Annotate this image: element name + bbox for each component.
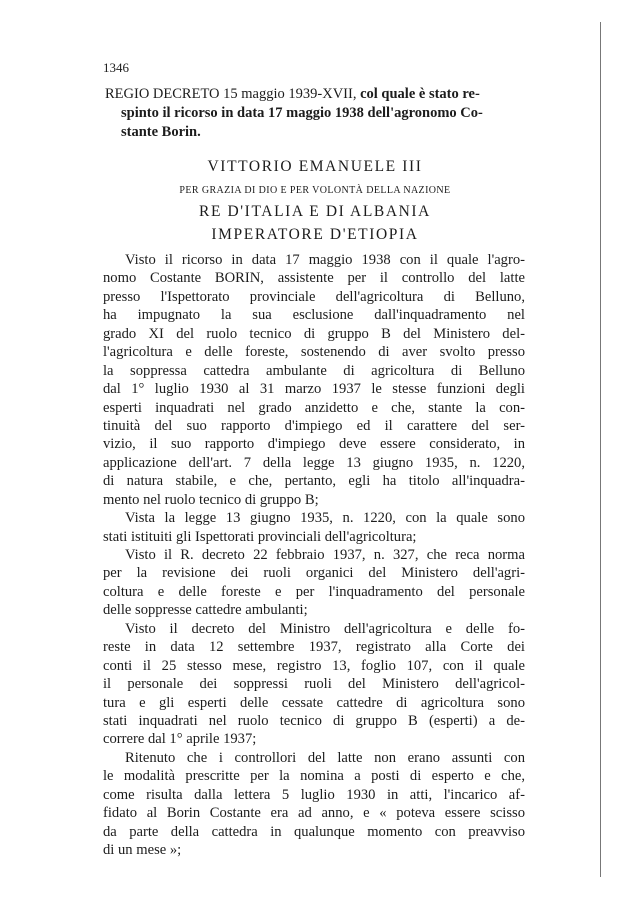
sovereign-grace-formula: PER GRAZIA DI DIO E PER VOLONTÀ DELLA NAZIONE xyxy=(179,185,451,196)
body-line: dal 1° luglio 1930 al 31 marzo 1937 le stesse funzioni degli xyxy=(103,381,525,398)
sovereign-name: VITTORIO EMANUELE III xyxy=(207,158,423,175)
body-line: le modalità prescritte per la nomina a posti di esperto e che, xyxy=(103,768,525,785)
body-line: Vista la legge 13 giugno 1935, n. 1220, con la quale sono xyxy=(125,510,525,527)
body-line: Visto il R. decreto 22 febbraio 1937, n. 327, che reca norma xyxy=(125,547,525,563)
body-line: il personale dei soppressi ruoli del Ministero dell'agricol- xyxy=(103,676,525,693)
body-line: stati inquadrati nel ruolo tecnico di gruppo B (esperti) a de- xyxy=(103,712,525,729)
decree-heading-rest: col quale è stato re- xyxy=(360,86,480,102)
decree-heading-lead: REGIO DECRETO 15 maggio 1939-XVII, xyxy=(105,86,357,102)
decree-heading-line-3: stante Borin. xyxy=(121,124,201,140)
body-line: grado XI del ruolo tecnico di gruppo B del Ministero del- xyxy=(103,325,525,342)
body-line: Visto il ricorso in data 17 maggio 1938 con il quale l'agro- xyxy=(125,252,525,268)
body-line: vizio, il suo rapporto d'impiego deve essere considerato, in xyxy=(103,436,525,453)
body-line: per la revisione dei ruoli organici del Ministero dell'agri- xyxy=(103,565,525,582)
body-line: l'agricoltura e delle foreste, sostenendo di aver svolto presso xyxy=(103,344,525,361)
body-line: Ritenuto che i controllori del latte non erano assunti con xyxy=(125,749,525,766)
page-edge-line xyxy=(600,22,601,877)
decree-heading xyxy=(105,85,530,142)
sovereign-title-emperor: IMPERATORE D'ETIOPIA xyxy=(211,226,419,243)
body-line: conti il 25 stesso mese, registro 13, foglio 107, con il quale xyxy=(103,657,525,674)
body-line: di un mese »; xyxy=(103,842,182,858)
body-line: delle soppresse cattedre ambulanti; xyxy=(103,602,308,619)
body-line: nomo Costante BORIN, assistente per il controllo del latte xyxy=(103,270,525,287)
body-line: stati istituiti gli Ispettorati provinciali dell'agricoltura; xyxy=(103,528,417,545)
body-line: reste in data 12 settembre 1937, registrato alla Corte dei xyxy=(103,639,525,656)
body-line: fidato al Borin Costante era ad anno, e « poteva essere scisso xyxy=(103,805,525,822)
body-line: ha impugnato la sua esclusione dall'inquadramento nel xyxy=(103,307,525,324)
body-line: mento nel ruolo tecnico di gruppo B; xyxy=(103,491,319,508)
body-line: tura e gli esperti delle cessate cattedre di agricoltura sono xyxy=(103,694,525,711)
body-line: di natura stabile, e che, pertanto, egli ha titolo all'inquadra- xyxy=(103,473,525,490)
body-line: coltura e delle foreste e per l'inquadramento del personale xyxy=(103,583,525,600)
body-line: esperti inquadrati nel grado anzidetto e che, stante la con- xyxy=(103,399,525,416)
body-line: come risulta dalla lettera 5 luglio 1930 in atti, l'incarico af- xyxy=(103,786,525,803)
body-line: applicazione dell'art. 7 della legge 13 giugno 1935, n. 1220, xyxy=(103,454,525,471)
decree-body xyxy=(103,251,525,859)
page-number: 1346 xyxy=(103,60,129,75)
body-line: tinuità del suo rapporto d'impiego ed il carattere del ser- xyxy=(103,417,525,434)
body-line: da parte della cattedra in qualunque momento con preavviso xyxy=(103,823,525,840)
body-line: Visto il decreto del Ministro dell'agricoltura e delle fo- xyxy=(125,620,525,637)
decree-heading-line-2: spinto il ricorso in data 17 maggio 1938 dell'agronomo Co- xyxy=(121,105,483,121)
sovereign-title-king: RE D'ITALIA E DI ALBANIA xyxy=(199,203,431,220)
body-line: presso l'Ispettorato provinciale dell'agricoltura di Belluno, xyxy=(103,288,525,305)
body-line: correre dal 1° aprile 1937; xyxy=(103,731,257,748)
body-line: la soppressa cattedra ambulante di agricoltura di Belluno xyxy=(103,362,525,379)
